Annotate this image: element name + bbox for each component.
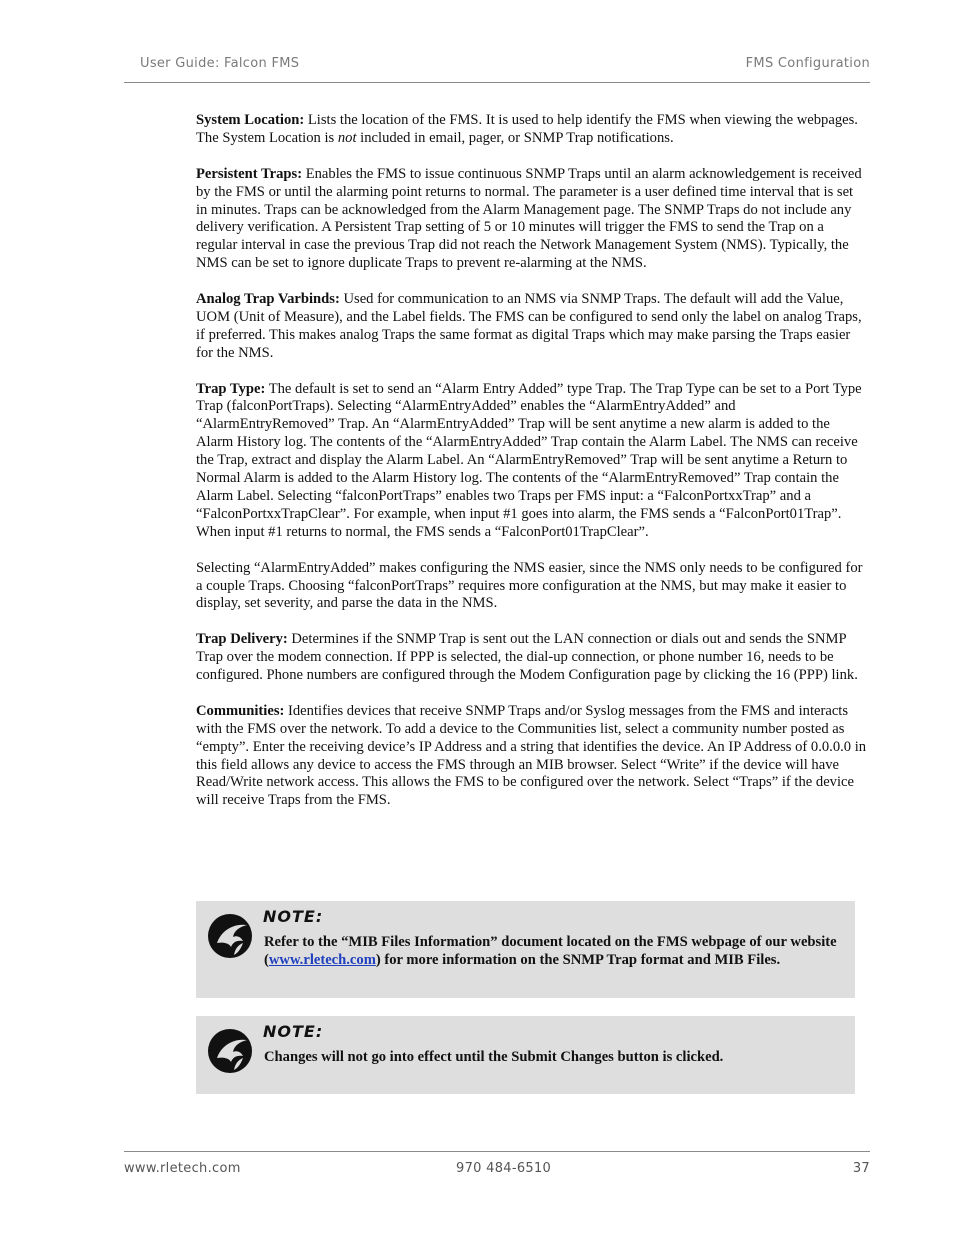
document-body	[196, 112, 868, 828]
page-footer	[124, 1161, 870, 1179]
rletech-website-link[interactable]: www.rletech.com	[268, 952, 376, 968]
page-number: 37	[852, 1161, 870, 1176]
trap-type-paragraph	[196, 381, 868, 542]
paragraph-text: Used for communication to an NMS via SNMP Traps. The default will add the Value, UOM (Unit of Measure), and the Label fields. The FMS can be configured to send only the label on analog Traps, if preferred. This makes analog Traps the same format as digital Traps which may make parsing the Traps easier for the NMS.	[196, 291, 862, 361]
system-location-paragraph	[196, 112, 868, 148]
footer-divider	[124, 1151, 870, 1152]
trap-type-followup-paragraph	[196, 560, 868, 614]
analog-trap-varbinds-paragraph	[196, 291, 868, 363]
footer-phone: 970 484-6510	[456, 1161, 552, 1176]
footer-website: www.rletech.com	[124, 1161, 241, 1176]
persistent-traps-paragraph	[196, 166, 868, 273]
note-text: Changes will not go into effect until the Submit Changes button is clicked.	[264, 1049, 724, 1065]
term-label: Communities:	[196, 702, 285, 719]
note-text-part: Refer to the “MIB Files Information” document located on the FMS webpage of our website (	[264, 934, 837, 968]
header-guide-title: User Guide: Falcon FMS	[140, 56, 300, 71]
note-text-part: ) for more information on the SNMP Trap format and MIB Files.	[375, 952, 781, 968]
note-box-submit-changes	[196, 1016, 855, 1094]
term-label: Trap Type:	[196, 380, 266, 397]
page-header	[124, 56, 870, 74]
paragraph-text: Selecting “AlarmEntryAdded” makes configuring the NMS easier, since the NMS only needs to be configured for a couple Traps. Choosing “falconPortTraps” requires more configuration at the NMS, but may make it easier to display, set severity, and parse the data in the NMS.	[196, 559, 863, 612]
paragraph-text: Determines if the SNMP Trap is sent out the LAN connection or dials out and sends the SNMP Trap over the modem connection. If PPP is selected, the dial-up connection, or phone number 16, needs to be configured. Phone numbers are configured through the Modem Configuration page by clicking the 16 (PPP) link.	[196, 631, 858, 684]
term-label: System Location:	[196, 112, 305, 128]
raptor-logo-icon	[207, 1028, 253, 1074]
raptor-logo-icon	[207, 913, 253, 959]
paragraph-text: included in email, pager, or SNMP Trap notifications.	[356, 129, 674, 146]
paragraph-text: The default is set to send an “Alarm Entry Added” type Trap. The Trap Type can be set to a Port Type Trap (falconPortTraps). Selecting “AlarmEntryAdded” enables the “AlarmEntryAdded” and “AlarmEntryRemoved” Trap. An “AlarmEntryAdded” Trap will be sent anytime a new alarm is added to the Alarm History log. The contents of the “AlarmEntryAdded” Trap contain the Alarm Label. The NMS can receive the Trap, extract and display the Alarm Label. An “AlarmEntryRemoved” Trap will be sent anytime a Return to Normal Alarm is added to the Alarm History log. The contents of the “AlarmEntryRemoved” Trap contain the Alarm Label. Selecting “falconPortTraps” enables two Traps per FMS input: a “FalconPortxxTrap” and a “FalconPortxxTrapClear”. For example, when input #1 goes into alarm, the FMS sends a “FalconPort01Trap”. When input #1 returns to normal, the FMS sends a “FalconPort01TrapClear”.	[196, 380, 862, 540]
term-label: Persistent Traps:	[196, 165, 303, 182]
paragraph-text: Lists the location of the FMS. It is used to help identify the FMS when viewing the webpages. The System Location is	[196, 112, 858, 146]
paragraph-text: Identifies devices that receive SNMP Traps and/or Syslog messages from the FMS and interacts with the FMS over the network. To add a device to the Communities list, select a community number posted as “empty”. Enter the receiving device’s IP Address and a string that identifies the device. An IP Address of 0.0.0.0 in this field allows any device to access the FMS through an MIB browser. Select “Write” if the device will have Read/Write network access. This allows the FMS to be configured over the network. Select “Traps” if the device will receive Traps from the FMS.	[196, 702, 867, 809]
emphasis-text: not	[337, 129, 357, 146]
header-divider	[124, 82, 870, 83]
communities-paragraph	[196, 703, 868, 810]
note-title: NOTE:	[263, 907, 324, 926]
term-label: Analog Trap Varbinds:	[196, 291, 340, 308]
note-title: NOTE:	[263, 1022, 324, 1041]
term-label: Trap Delivery:	[196, 631, 288, 648]
note-text	[264, 933, 844, 969]
trap-delivery-paragraph	[196, 631, 868, 685]
header-section-title: FMS Configuration	[745, 56, 870, 71]
paragraph-text: Enables the FMS to issue continuous SNMP Traps until an alarm acknowledgement is received by the FMS or until the alarming point returns to normal. The parameter is a user defined time interval that is set in minutes. Traps can be acknowledged from the Alarm Management page. The SNMP Traps do not include any delivery verification. A Persistent Trap setting of 5 or 10 minutes will trigger the FMS to send the Trap on a regular interval in case the previous Trap did not reach the Network Management System (NMS). Typically, the NMS can be set to ignore duplicate Traps to prevent re-alarming at the NMS.	[196, 165, 862, 272]
note-box-mib-files	[196, 901, 855, 998]
